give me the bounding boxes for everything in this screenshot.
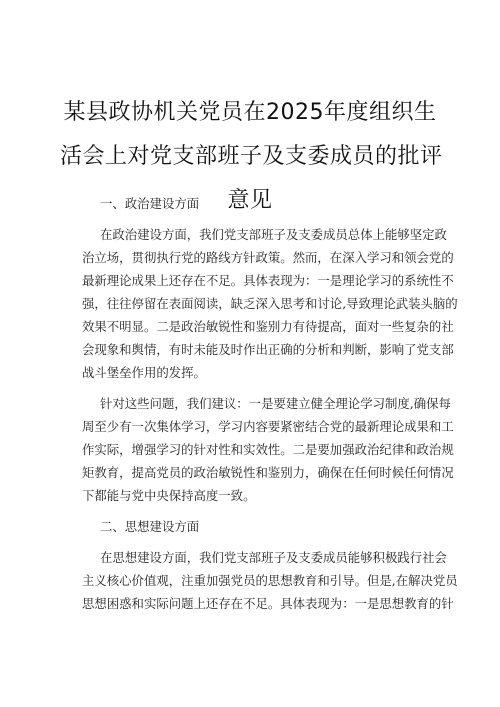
paragraph [82, 223, 458, 384]
title-line: 意见 [227, 187, 273, 213]
paragraph-line: 效果不明显。二是政治敏锐性和鉴别力有待提高，面对一些复杂的社 [82, 319, 454, 334]
paragraph-line: 最新理论成果上还存在不足。具体表现为：一是理论学习的系统性不 [82, 273, 454, 288]
paragraph-line: 治立场，贯彻执行党的路线方针政策。然而，在深入学习和领会党的 [82, 250, 454, 265]
paragraph-line: 战斗堡垒作用的发挥。 [82, 365, 206, 380]
document-body [82, 192, 458, 623]
title-line: 某县政协机关党员在2025年度组织生 [63, 99, 437, 125]
paragraph [82, 392, 454, 507]
paragraph-line: 针对这些问题，我们建议：一是要建立健全理论学习制度,确保每 [100, 396, 451, 411]
paragraph-line: 思想困惑和实际问题上还存在不足。具体表现为：一是思想教育的针 [82, 596, 454, 611]
paragraph-line: 在思想建设方面，我们党支部班子及支委成员能够积极践行社会 [100, 550, 447, 565]
paragraph-line: 作实际，增强学习的针对性和实效性。二是要加强政治纪律和政治规 [82, 442, 454, 457]
paragraph-line: 会现象和舆情，有时未能及时作出正确的分析和判断，影响了党支部 [82, 342, 454, 357]
paragraph-line: 强，往往停留在表面阅读，缺乏深入思考和讨论,导致理论武装头脑的 [82, 296, 458, 311]
paragraph [82, 546, 458, 615]
title-line: 活会上对党支部班子及支委成员的批评 [60, 143, 443, 169]
section-heading: 一、政治建设方面 [100, 196, 200, 211]
paragraph-line: 周至少有一次集体学习，学习内容要紧密结合党的最新理论成果和工 [82, 419, 454, 434]
section-heading: 二、思想建设方面 [100, 519, 200, 534]
paragraph-line: 在政治建设方面，我们党支部班子及支委成员总体上能够坚定政 [100, 227, 447, 242]
paragraph-line: 下都能与党中央保持高度一致。 [82, 488, 256, 503]
paragraph-line: 矩教育，提高党员的政治敏锐性和鉴别力，确保在任何时候任何情况 [82, 465, 454, 480]
paragraph-line: 主义核心价值观，注重加强党员的思想教育和引导。但是,在解决党员 [82, 573, 458, 588]
